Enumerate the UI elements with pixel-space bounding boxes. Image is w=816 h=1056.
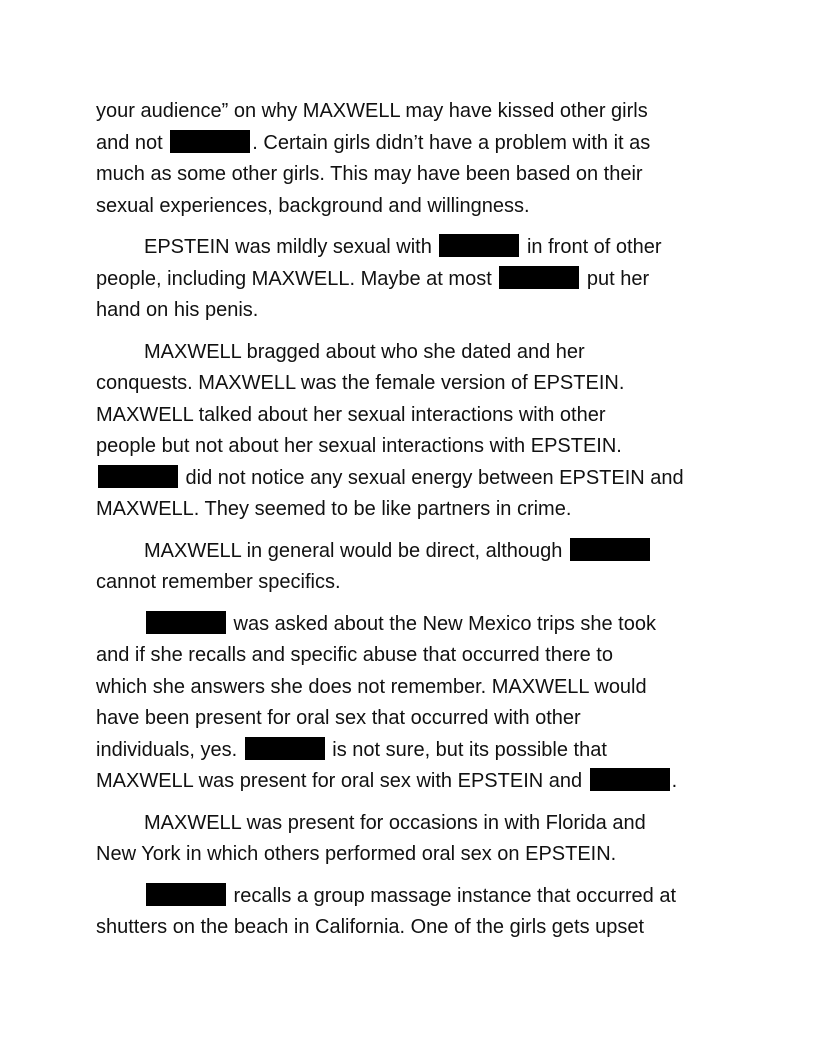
text-line — [96, 839, 726, 871]
text-segment: and if she recalls and specific abuse that occurred there to — [96, 644, 613, 666]
text-line — [96, 703, 726, 735]
text-line — [96, 881, 726, 913]
text-line — [96, 159, 726, 191]
text-segment: did not notice any sexual energy between EPSTEIN and — [180, 466, 684, 489]
text-segment: MAXWELL was present for oral sex with EPSTEIN and — [96, 770, 588, 792]
paragraph — [96, 881, 726, 944]
text-segment: individuals, yes. — [96, 738, 243, 761]
text-segment: MAXWELL in general would be direct, although — [144, 539, 568, 562]
text-segment: MAXWELL bragged about who she dated and her — [144, 340, 585, 363]
text-line — [96, 567, 726, 599]
text-segment: and not — [96, 131, 169, 154]
text-segment: . — [671, 770, 678, 792]
text-segment: people, including MAXWELL. Maybe at most — [96, 267, 498, 290]
text-segment: EPSTEIN was mildly sexual with — [144, 236, 438, 258]
text-segment: MAXWELL. They seemed to be like partners in crime. — [96, 498, 572, 520]
text-line — [96, 609, 726, 641]
paragraph — [96, 337, 726, 526]
redaction-block — [146, 883, 226, 906]
text-line — [96, 463, 726, 495]
document-body — [96, 96, 726, 954]
text-line — [96, 431, 726, 463]
text-segment: hand on his penis. — [96, 299, 259, 321]
text-line — [96, 672, 726, 704]
text-segment: . Certain girls didn’t have a problem with it as — [252, 131, 651, 154]
redaction-block — [98, 465, 178, 488]
text-segment: in front of other — [521, 236, 662, 258]
text-segment: shutters on the beach in California. One of the girls gets upset — [96, 916, 645, 938]
text-line — [96, 191, 726, 223]
redaction-block — [146, 611, 226, 634]
text-line — [96, 232, 726, 264]
paragraph — [96, 536, 726, 599]
redaction-block — [590, 768, 670, 791]
text-segment: New York in which others performed oral sex on EPSTEIN. — [96, 843, 617, 865]
text-segment: MAXWELL was present for occasions in with Florida and — [144, 811, 646, 834]
text-segment: have been present for oral sex that occurred with other — [96, 707, 581, 729]
paragraph — [96, 232, 726, 327]
redaction-block — [170, 130, 250, 153]
text-segment: sexual experiences, background and willingness. — [96, 194, 530, 217]
text-line — [96, 912, 726, 944]
text-line — [96, 808, 726, 840]
paragraph — [96, 609, 726, 798]
text-line — [96, 536, 726, 568]
text-segment: your audience” on why MAXWELL may have kissed other girls — [96, 100, 648, 122]
text-segment: conquests. MAXWELL was the female version of EPSTEIN. — [96, 372, 625, 394]
text-line — [96, 640, 726, 672]
text-segment: MAXWELL talked about her sexual interactions with other — [96, 403, 606, 426]
text-segment: was asked about the New Mexico trips she took — [228, 612, 656, 635]
text-line — [96, 128, 726, 160]
redaction-block — [245, 737, 325, 760]
text-line — [96, 766, 726, 798]
text-line — [96, 337, 726, 369]
text-line — [96, 295, 726, 327]
text-line — [96, 368, 726, 400]
text-segment: put her — [581, 267, 650, 290]
text-segment: much as some other girls. This may have been based on their — [96, 163, 643, 185]
text-line — [96, 400, 726, 432]
text-segment: which she answers she does not remember. MAXWELL would — [96, 675, 647, 698]
text-line — [96, 494, 726, 526]
redaction-block — [570, 538, 650, 561]
text-line — [96, 735, 726, 767]
redaction-block — [439, 234, 519, 257]
text-line — [96, 264, 726, 296]
paragraph — [96, 808, 726, 871]
redaction-block — [499, 266, 579, 289]
text-segment: recalls a group massage instance that occurred at — [228, 884, 677, 907]
text-segment: is not sure, but its possible that — [326, 738, 607, 761]
text-segment: cannot remember specifics. — [96, 571, 341, 593]
text-segment: people but not about her sexual interactions with EPSTEIN. — [96, 435, 622, 457]
paragraph — [96, 96, 726, 222]
text-line — [96, 96, 726, 128]
